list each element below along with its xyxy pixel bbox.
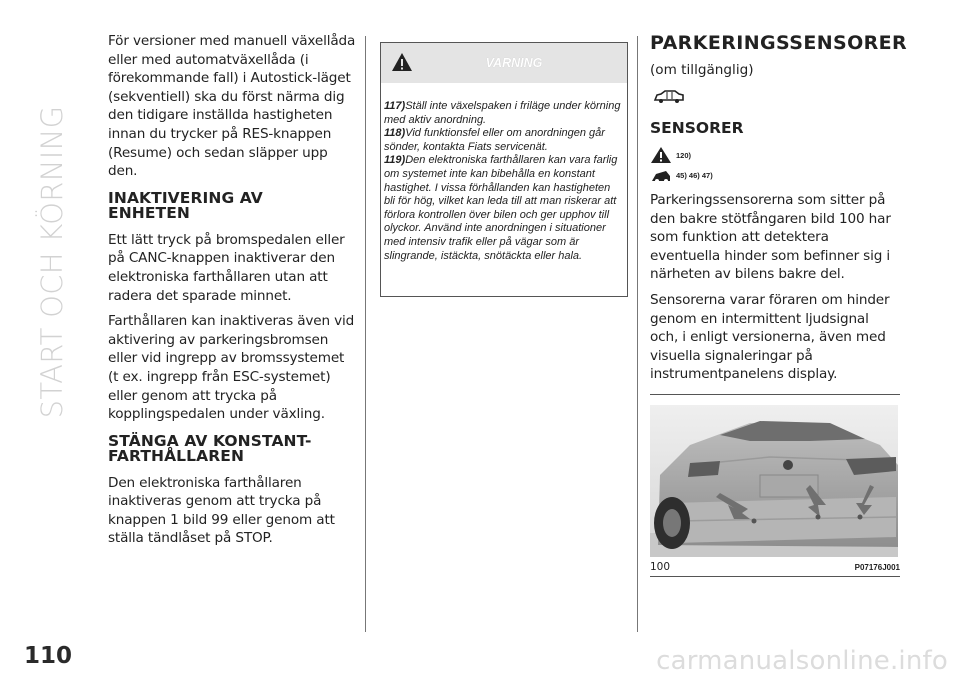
column-middle [380, 42, 628, 297]
heading-line: ENHETEN [108, 203, 190, 222]
paragraph: Parkeringssensorerna som sitter på den bakre stötfångaren bild 100 har som funktion att detektera eventuella hinder som befinner sig i närheten av bilens bakre del. [650, 192, 891, 283]
paragraph: Farthållaren kan inaktiveras även vid aktivering av parkeringsbromsen eller vid ingrepp av bromssystemet (t ex. ingrepp från ESC-systemet) eller genom att trycka på kopplingspedalen under växling. [108, 313, 355, 423]
warning-item [384, 100, 623, 127]
warning-item-text: Vid funktionsfel eller om anordningen går sönder, kontakta Fiats servicenät. [384, 127, 605, 153]
figure [650, 394, 900, 577]
figure-number: 100 [650, 560, 671, 573]
car-tilt-icon [650, 166, 672, 184]
page-number: 110 [24, 643, 73, 669]
column-divider [637, 36, 638, 632]
warning-header [381, 43, 627, 83]
figure-caption [650, 561, 900, 577]
warning-item [384, 154, 623, 263]
warning-item-text: Ställ inte växelspaken i friläge under körning med aktiv anordning. [384, 100, 621, 126]
watermark: carmanualsonline.info [656, 646, 948, 676]
column-left [108, 32, 356, 555]
chapter-side-title: START OCH KÖRNING [35, 105, 69, 419]
column-right [650, 32, 908, 577]
reference-row [650, 145, 900, 165]
warning-item-number: 117) [384, 100, 406, 112]
warning-triangle-icon [650, 146, 672, 164]
section-title-parking-sensors: PARKERINGSSENSORER [650, 32, 908, 54]
section-heading-deactivation [108, 188, 356, 222]
paragraph: Ett lätt tryck på bromspedalen eller på CANC-knappen inaktiverar den elektroniska farthållaren utan att radera det sparade minnet. [108, 231, 345, 304]
paragraph: Den elektroniska farthållaren inaktiveras genom att trycka på knappen 1 bild 99 eller genom att ställa tändlåset på STOP. [108, 474, 335, 547]
warning-item [384, 127, 623, 154]
reference-numbers: 120) [676, 150, 692, 160]
warning-item-number: 119) [384, 154, 406, 167]
section-heading-turn-off [108, 431, 356, 465]
reference-row [650, 165, 900, 185]
paragraph: För versioner med manuell växellåda eller med automatväxellåda (i förekommande fall) i Autostick-läget (sekventiell) ska du först närma dig den tidigare inställda hastigheten innan du trycker på RES-knappen (Resume) och sedan släpper upp den. [108, 33, 356, 180]
heading-line: STÄNGA AV KONSTANT- [108, 431, 312, 450]
availability-note: (om tillgänglig) [650, 62, 754, 78]
figure-code: P07176J001 [854, 562, 900, 572]
car-rear-photo [650, 405, 898, 557]
heading-line: FARTHÅLLAREN [108, 446, 245, 465]
heading-line: INAKTIVERING AV [108, 188, 263, 207]
car-topview-icon [653, 88, 685, 104]
column-divider [365, 36, 366, 632]
warning-body [381, 83, 627, 263]
warning-title: VARNING [485, 56, 543, 70]
warning-item-text: Den elektroniska farthållaren kan vara farlig om systemet inte kan bibehålla en konstant hastighet. I vissa förhållanden kan hastigheten bli för hög, vilket kan leda till att man riskerar att förlora kontrollen över bilen och ger upphov till olyckor. Använd inte anordningen i situationer med intensiv trafik eller på vägar som är slingrande, istäckta, snötäckta eller hala. [384, 154, 618, 262]
warning-item-number: 118) [384, 127, 406, 140]
reference-numbers: 45) 46) 47) [676, 170, 713, 180]
paragraph: Sensorerna varar föraren om hinder genom en intermittent ljudsignal och, i enligt versionerna, även med visuella signaleringar på instrumentpanelens display. [650, 291, 890, 383]
subsection-title-sensors: SENSORER [650, 119, 744, 137]
warning-box [380, 42, 628, 297]
